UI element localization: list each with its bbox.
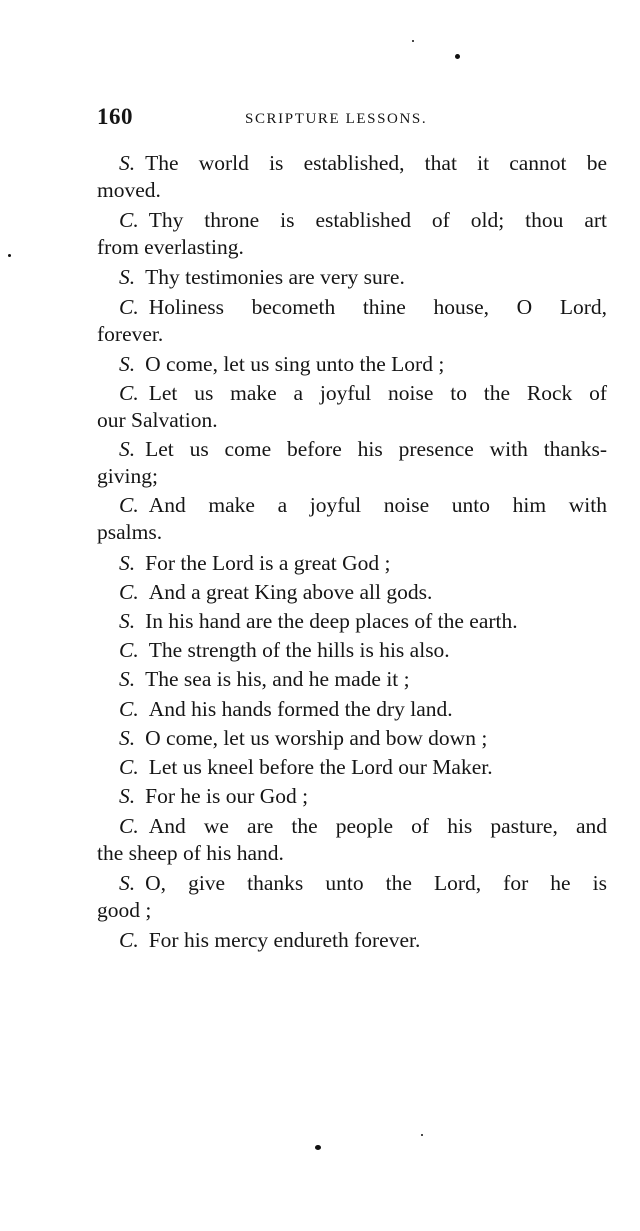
text-line: [97, 519, 162, 546]
speaker-label: S.: [119, 784, 136, 808]
line-text: For his mercy endureth forever.: [148, 928, 421, 952]
ink-speck: [421, 1134, 423, 1136]
speaker-label: S.: [119, 609, 136, 633]
text-line: [119, 264, 405, 291]
line-text: In his hand are the deep places of the earth.: [145, 609, 518, 633]
line-text: And make a joyful noise unto him with: [148, 493, 607, 517]
line-text: For the Lord is a great God ;: [145, 551, 391, 575]
line-text: Thy throne is established of old; thou art: [148, 208, 607, 232]
text-line: [119, 696, 453, 723]
text-line: [97, 463, 158, 490]
text-line: [119, 754, 493, 781]
text-line: [119, 492, 607, 519]
speaker-label: C.: [119, 208, 139, 232]
line-text: giving;: [97, 464, 158, 488]
speaker-label: S.: [119, 352, 136, 376]
speaker-label: C.: [119, 381, 139, 405]
ink-speck: [8, 254, 11, 257]
speaker-label: C.: [119, 697, 139, 721]
speaker-label: C.: [119, 295, 139, 319]
text-line: [97, 234, 244, 261]
text-line: [119, 666, 410, 693]
line-text: psalms.: [97, 520, 163, 544]
line-text: Holiness becometh thine house, O Lord,: [148, 295, 607, 319]
speaker-label: S.: [119, 551, 136, 575]
text-line: [97, 321, 163, 348]
text-line: [119, 294, 607, 321]
text-line: [119, 207, 607, 234]
text-line: [119, 725, 487, 752]
line-text: The strength of the hills is his also.: [148, 638, 450, 662]
speaker-label: S.: [119, 151, 136, 175]
text-line: [97, 840, 284, 867]
line-text: O, give thanks unto the Lord, for he is: [145, 871, 607, 895]
line-text: Let us make a joyful noise to the Rock of: [148, 381, 607, 405]
line-text: from everlasting.: [97, 235, 244, 259]
line-text: The sea is his, and he made it ;: [145, 667, 410, 691]
text-line: [119, 579, 432, 606]
speaker-label: C.: [119, 638, 139, 662]
ink-speck: [455, 54, 460, 59]
text-line: [119, 813, 607, 840]
speaker-label: S.: [119, 265, 136, 289]
line-text: Thy testimonies are very sure.: [145, 265, 405, 289]
text-line: [97, 897, 151, 924]
line-text: Let us kneel before the Lord our Maker.: [148, 755, 493, 779]
text-line: [119, 380, 607, 407]
line-text: And we are the people of his pasture, and: [148, 814, 607, 838]
line-text: O come, let us worship and bow down ;: [145, 726, 488, 750]
line-text: And his hands formed the dry land.: [148, 697, 453, 721]
line-text: good ;: [97, 898, 152, 922]
speaker-label: C.: [119, 580, 139, 604]
speaker-label: S.: [119, 667, 136, 691]
text-line: [119, 927, 420, 954]
line-text: the sheep of his hand.: [97, 841, 284, 865]
text-line: [119, 870, 607, 897]
line-text: And a great King above all gods.: [148, 580, 433, 604]
running-title: SCRIPTURE LESSONS.: [245, 111, 428, 127]
text-line: [119, 783, 308, 810]
speaker-label: S.: [119, 726, 136, 750]
speaker-label: S.: [119, 871, 136, 895]
text-line: [119, 436, 607, 463]
speaker-label: C.: [119, 928, 139, 952]
text-line: [97, 177, 161, 204]
text-line: [119, 608, 518, 635]
page-header: [97, 104, 607, 134]
text-line: [119, 637, 450, 664]
line-text: Let us come before his presence with thanks-: [145, 437, 607, 461]
speaker-label: S.: [119, 437, 136, 461]
text-line: [119, 351, 444, 378]
line-text: O come, let us sing unto the Lord ;: [145, 352, 445, 376]
text-line: [119, 150, 607, 177]
line-text: forever.: [97, 322, 164, 346]
page-number: 160: [97, 104, 133, 129]
ink-speck: [412, 40, 414, 42]
text-line: [119, 550, 391, 577]
line-text: our Salvation.: [97, 408, 218, 432]
speaker-label: C.: [119, 493, 139, 517]
text-line: [97, 407, 218, 434]
line-text: For he is our God ;: [145, 784, 309, 808]
line-text: The world is established, that it cannot be: [145, 151, 607, 175]
line-text: moved.: [97, 178, 161, 202]
speaker-label: C.: [119, 755, 139, 779]
ink-speck: [315, 1145, 321, 1150]
speaker-label: C.: [119, 814, 139, 838]
